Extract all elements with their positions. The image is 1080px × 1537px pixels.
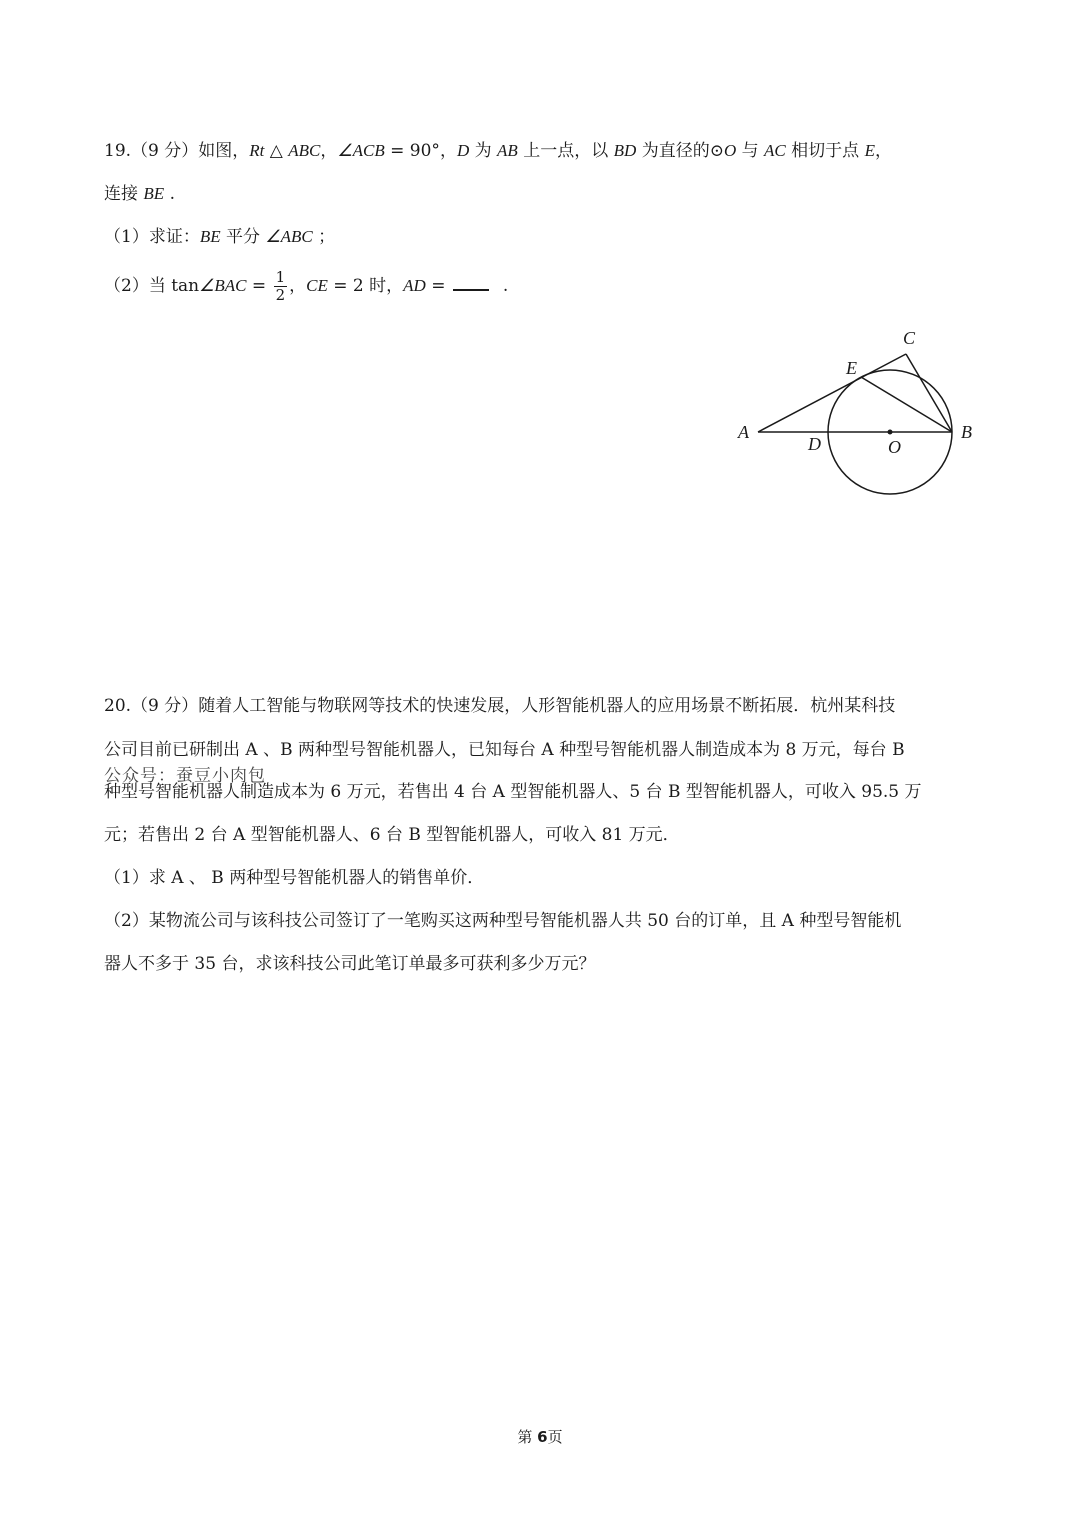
q19-math: Rt xyxy=(249,141,265,160)
q19-text: ， xyxy=(439,141,457,161)
q19-text: 如图， xyxy=(198,141,250,161)
q19-text: △ xyxy=(264,141,289,161)
q19-math: ∠ABC xyxy=(265,227,313,246)
label-a: A xyxy=(738,422,749,442)
label-o: O xyxy=(888,437,901,457)
q19-score: （9 分） xyxy=(131,141,199,161)
q19-line2 xyxy=(104,183,175,205)
q20-line4: 元；若售出 2 台 A 型智能机器人、6 台 B 型智能机器人，可收入 81 万元． xyxy=(104,825,680,845)
q19-text: 上一点，以 xyxy=(517,141,614,161)
watermark: 公众号：蚕豆小肉包 xyxy=(104,766,266,786)
q19-text: ； xyxy=(312,227,336,247)
q19-text: （2）当 tan xyxy=(104,276,200,296)
q19-part1 xyxy=(104,226,335,248)
q19-math: AB xyxy=(497,141,518,160)
q19-math: AD xyxy=(403,276,426,295)
fraction-one-half xyxy=(274,269,288,304)
q19-math: ∠ACB xyxy=(337,141,385,160)
segment-ac xyxy=(758,354,906,432)
q19-math: BD xyxy=(613,141,637,160)
q19-text: 平分 xyxy=(220,227,266,247)
q19-math: BE xyxy=(143,184,165,203)
geometry-figure xyxy=(730,322,990,502)
q20-part1: （1）求 A 、 B 两种型号智能机器人的销售单价． xyxy=(104,868,485,888)
center-point xyxy=(888,430,893,435)
q20-part2-line1: （2）某物流公司与该科技公司签订了一笔购买这两种型号智能机器人共 50 台的订单，且 A 种型号智能机 xyxy=(104,911,902,931)
footer-suffix: 页 xyxy=(547,1428,563,1446)
q19-text: 为直径的⊙ xyxy=(636,141,724,161)
segment-cb xyxy=(906,354,952,432)
footer-prefix: 第 xyxy=(517,1428,538,1446)
q19-number: 19. xyxy=(104,141,132,161)
q19-text: ， xyxy=(874,141,892,161)
q19-math: BE xyxy=(199,227,221,246)
q19-math: O xyxy=(723,141,737,160)
q19-line1 xyxy=(104,140,892,162)
segment-eb xyxy=(861,377,952,432)
q19-text: 为 xyxy=(469,141,498,161)
q19-text: 相切于点 xyxy=(785,141,865,161)
q19-text: 连接 xyxy=(104,184,144,204)
label-e: E xyxy=(846,358,857,378)
q19-text: 与 xyxy=(736,141,765,161)
q19-text: （1）求证： xyxy=(104,227,200,247)
q19-math: ABC xyxy=(288,141,321,160)
q19-text: = xyxy=(425,276,446,296)
q20-part2-line2: 器人不多于 35 台，求该科技公司此笔订单最多可获利多少万元？ xyxy=(104,954,596,974)
q19-text: . xyxy=(164,184,175,204)
q19-text: = 2 时， xyxy=(327,276,404,296)
q19-text: . xyxy=(497,276,509,296)
label-d: D xyxy=(808,434,821,454)
page-footer xyxy=(0,1426,1080,1447)
q19-math: AC xyxy=(764,141,786,160)
q20-line1: 20.（9 分）随着人工智能与物联网等技术的快速发展，人形智能机器人的应用场景不断拓展．杭州某科技 xyxy=(104,696,896,716)
q20-line3: 种型号智能机器人制造成本为 6 万元，若售出 4 台 A 型智能机器人、5 台 B 型智能机器人，可收入 95.5 万 xyxy=(104,782,922,802)
q19-math: ∠BAC xyxy=(199,276,247,295)
fraction-numerator: 1 xyxy=(275,268,286,286)
fraction-denominator: 2 xyxy=(275,286,286,304)
q20-line2: 公司目前已研制出 A 、B 两种型号智能机器人，已知每台 A 种型号智能机器人制造成本为 8 万元，每台 B xyxy=(104,740,905,760)
q19-text: ， xyxy=(320,141,338,161)
q19-text: ， xyxy=(289,276,307,296)
q19-part2 xyxy=(104,266,508,306)
q19-text: = 90° xyxy=(384,141,440,161)
label-c: C xyxy=(903,328,916,348)
label-b: B xyxy=(961,422,972,442)
page-number: 6 xyxy=(537,1428,548,1446)
q19-math: CE xyxy=(306,276,328,295)
q19-math: D xyxy=(456,141,470,160)
q19-math: E xyxy=(864,141,875,160)
q19-text: = xyxy=(246,276,272,296)
answer-blank xyxy=(453,277,489,291)
